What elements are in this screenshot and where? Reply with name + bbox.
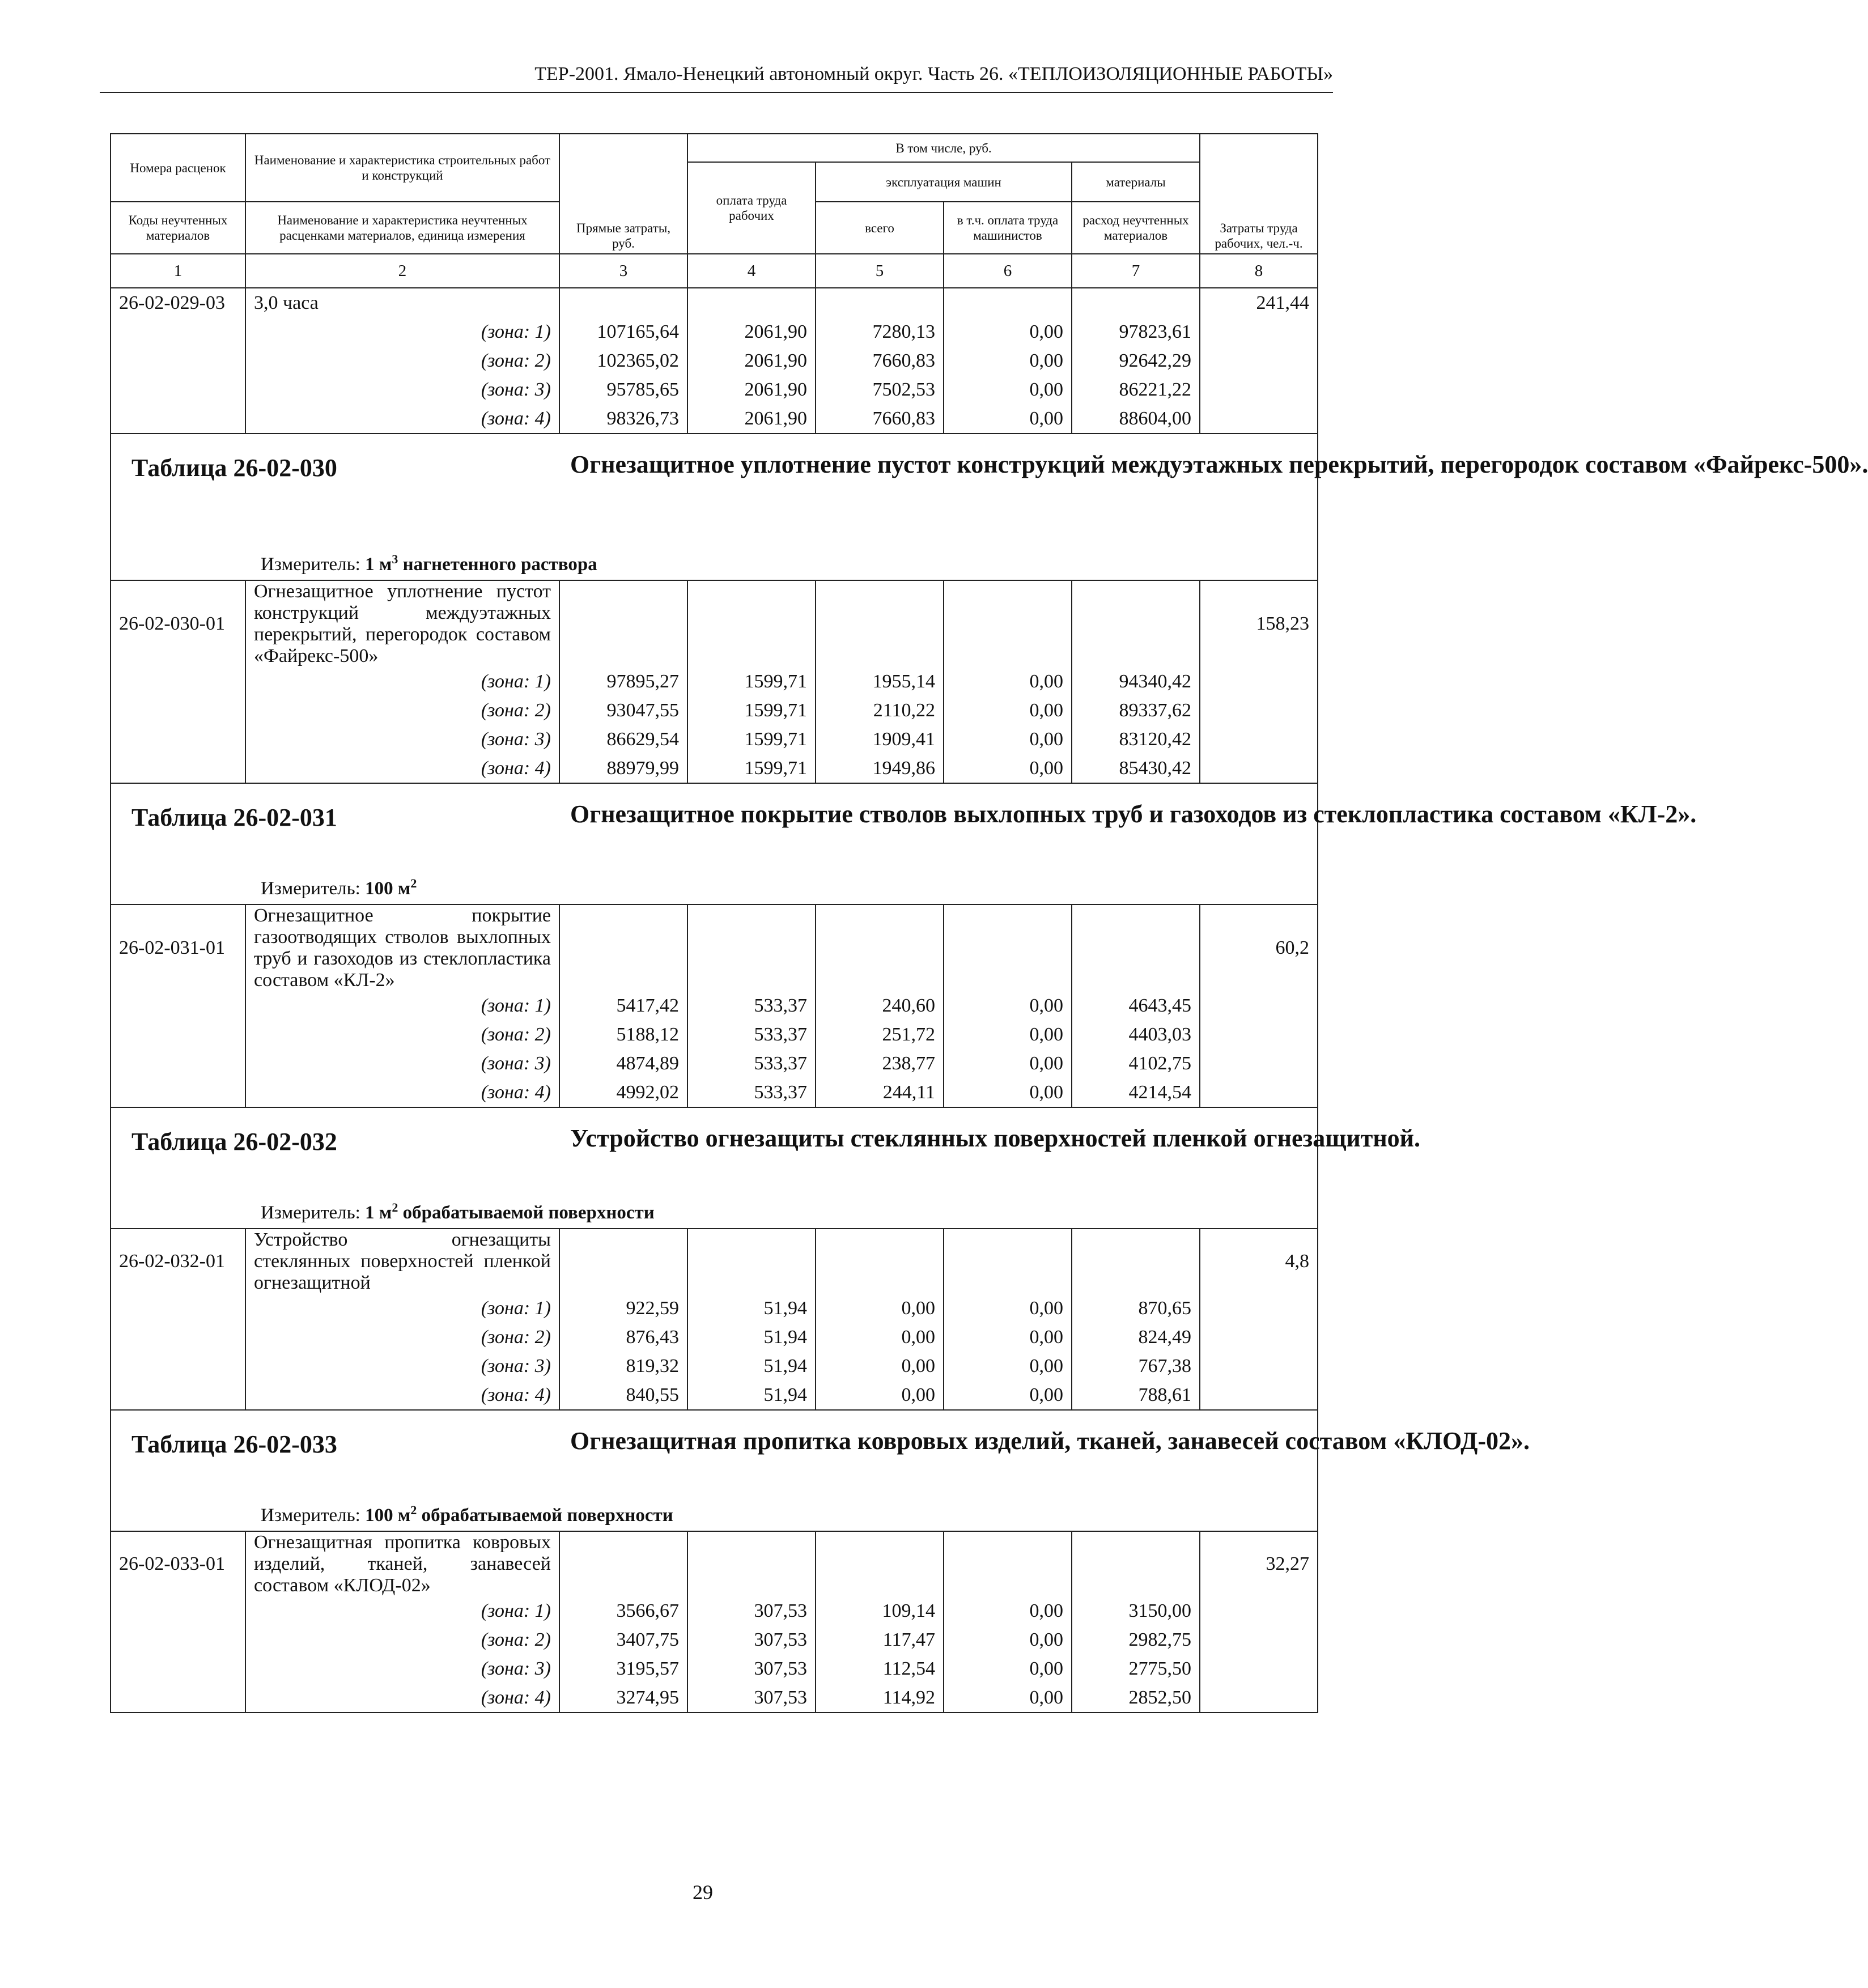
zone-materials-value: 4214,54 — [1072, 1078, 1200, 1107]
zone-wages-value: 1599,71 — [687, 754, 816, 783]
labor-cell — [1200, 667, 1318, 696]
zone-machines-value: 7502,53 — [816, 375, 944, 404]
zone-materials-value: 4643,45 — [1072, 991, 1200, 1020]
empty-cell — [559, 288, 687, 317]
zone-row — [111, 1596, 1318, 1625]
code-cell — [111, 1683, 245, 1713]
zone-label: (зона: 2) — [245, 696, 559, 725]
zone-materials-value: 788,61 — [1072, 1380, 1200, 1410]
table-description: Устройство огнезащиты стеклянных поверхностей пленкой огнезащитной. — [570, 1124, 1421, 1152]
table-section-header — [111, 783, 1318, 904]
zone-direct-value: 5417,42 — [559, 991, 687, 1020]
column-number: 2 — [245, 254, 559, 288]
zone-materials-value: 2775,50 — [1072, 1654, 1200, 1683]
meter-object: обрабатываемой поверхности — [398, 1203, 655, 1223]
zone-materials-value: 97823,61 — [1072, 317, 1200, 346]
table-description: Огнезащитное покрытие стволов выхлопных труб и газоходов из стеклопластика составом «КЛ-2». — [570, 800, 1697, 828]
zone-label: (зона: 3) — [245, 375, 559, 404]
zone-materials-value: 870,65 — [1072, 1294, 1200, 1323]
col-name-header: Наименование и характеристика строительных работ и конструкций — [245, 134, 559, 202]
section-box — [119, 784, 1697, 904]
zone-machines-value: 0,00 — [816, 1294, 944, 1323]
meter — [261, 1200, 655, 1224]
zone-wages-value: 533,37 — [687, 1049, 816, 1078]
empty-cell — [1072, 1229, 1200, 1294]
zone-materials-value: 94340,42 — [1072, 667, 1200, 696]
code-cell — [111, 346, 245, 375]
rate-row — [111, 288, 1318, 317]
zone-wages-value: 51,94 — [687, 1380, 816, 1410]
zone-operators-value: 0,00 — [944, 375, 1072, 404]
code-cell — [111, 1654, 245, 1683]
section-box — [119, 1108, 1421, 1228]
labor-cell — [1200, 375, 1318, 404]
labor-cell — [1200, 1352, 1318, 1380]
meter-unit: 1 м — [365, 554, 392, 575]
zone-row — [111, 754, 1318, 783]
zone-direct-value: 97895,27 — [559, 667, 687, 696]
labor-cell — [1200, 696, 1318, 725]
zone-direct-value: 4874,89 — [559, 1049, 687, 1078]
zone-machines-value: 7660,83 — [816, 346, 944, 375]
col-operators-header: в т.ч. оплата труда машинистов — [944, 202, 1072, 254]
zone-machines-value: 1955,14 — [816, 667, 944, 696]
zone-direct-value: 840,55 — [559, 1380, 687, 1410]
column-number: 8 — [1200, 254, 1318, 288]
zone-direct-value: 107165,64 — [559, 317, 687, 346]
zone-row — [111, 346, 1318, 375]
zone-direct-value: 3566,67 — [559, 1596, 687, 1625]
meter-unit: 100 м — [365, 1505, 411, 1526]
zone-operators-value: 0,00 — [944, 346, 1072, 375]
zone-row — [111, 1020, 1318, 1049]
zone-wages-value: 1599,71 — [687, 667, 816, 696]
labor-cell — [1200, 1323, 1318, 1352]
code-cell — [111, 1625, 245, 1654]
zone-wages-value: 1599,71 — [687, 696, 816, 725]
including-header: В том числе, руб. — [687, 134, 1200, 162]
zone-row — [111, 1683, 1318, 1713]
zone-direct-value: 95785,65 — [559, 375, 687, 404]
labor-value: 32,27 — [1200, 1531, 1318, 1596]
labor-cell — [1200, 404, 1318, 434]
code-cell — [111, 1020, 245, 1049]
empty-cell — [816, 1531, 944, 1596]
zone-label: (зона: 2) — [245, 1020, 559, 1049]
table-section-header — [111, 1410, 1318, 1531]
empty-cell — [1072, 904, 1200, 991]
labor-value: 60,2 — [1200, 904, 1318, 991]
zone-row — [111, 696, 1318, 725]
zone-materials-value: 89337,62 — [1072, 696, 1200, 725]
column-number: 7 — [1072, 254, 1200, 288]
zone-machines-value: 117,47 — [816, 1625, 944, 1654]
column-numbers-row — [111, 254, 1318, 288]
zone-label: (зона: 2) — [245, 1625, 559, 1654]
zone-wages-value: 307,53 — [687, 1683, 816, 1713]
zone-operators-value: 0,00 — [944, 317, 1072, 346]
code-cell — [111, 1078, 245, 1107]
section-cell — [111, 783, 1697, 904]
meter-unit-exponent: 2 — [410, 1503, 417, 1517]
zone-wages-value: 307,53 — [687, 1654, 816, 1683]
labor-cell — [1200, 1380, 1318, 1410]
empty-cell — [687, 1531, 816, 1596]
labor-cell — [1200, 1596, 1318, 1625]
empty-cell — [1072, 580, 1200, 667]
code-cell — [111, 1294, 245, 1323]
zone-operators-value: 0,00 — [944, 725, 1072, 754]
rate-row — [111, 904, 1318, 991]
zone-wages-value: 2061,90 — [687, 317, 816, 346]
labor-cell — [1200, 346, 1318, 375]
zone-operators-value: 0,00 — [944, 1352, 1072, 1380]
zone-machines-value: 251,72 — [816, 1020, 944, 1049]
zone-operators-value: 0,00 — [944, 1020, 1072, 1049]
labor-cell — [1200, 1654, 1318, 1683]
meter-value — [365, 1505, 673, 1526]
zone-direct-value: 3274,95 — [559, 1683, 687, 1713]
code-cell — [111, 1049, 245, 1078]
zone-materials-value: 83120,42 — [1072, 725, 1200, 754]
zone-row — [111, 1654, 1318, 1683]
zone-label: (зона: 1) — [245, 1596, 559, 1625]
meter-unit-exponent: 2 — [410, 876, 417, 890]
zone-machines-value: 244,11 — [816, 1078, 944, 1107]
code-cell — [111, 1380, 245, 1410]
zone-direct-value: 4992,02 — [559, 1078, 687, 1107]
zone-direct-value: 88979,99 — [559, 754, 687, 783]
zone-label: (зона: 3) — [245, 725, 559, 754]
zone-machines-value: 7660,83 — [816, 404, 944, 434]
labor-cell — [1200, 1625, 1318, 1654]
machines-header: эксплуатация машин — [816, 162, 1072, 202]
zone-operators-value: 0,00 — [944, 404, 1072, 434]
zone-operators-value: 0,00 — [944, 1683, 1072, 1713]
col-unaccounted-materials-header: расход неучтенных материалов — [1072, 202, 1200, 254]
rate-name: Устройство огнезащиты стеклянных поверхностей пленкой огнезащитной — [245, 1229, 559, 1294]
zone-row — [111, 1078, 1318, 1107]
meter-label: Измеритель: — [261, 878, 360, 899]
zone-row — [111, 317, 1318, 346]
zone-machines-value: 240,60 — [816, 991, 944, 1020]
code-cell — [111, 696, 245, 725]
zone-machines-value: 109,14 — [816, 1596, 944, 1625]
zone-wages-value: 2061,90 — [687, 404, 816, 434]
zone-wages-value: 2061,90 — [687, 346, 816, 375]
zone-wages-value: 307,53 — [687, 1625, 816, 1654]
empty-cell — [944, 1229, 1072, 1294]
meter-object: нагнетенного раствора — [398, 554, 597, 575]
code-cell — [111, 1323, 245, 1352]
labor-value: 241,44 — [1200, 288, 1318, 317]
empty-cell — [944, 580, 1072, 667]
zone-label: (зона: 1) — [245, 991, 559, 1020]
code-cell — [111, 754, 245, 783]
zone-machines-value: 7280,13 — [816, 317, 944, 346]
empty-cell — [816, 904, 944, 991]
zone-wages-value: 533,37 — [687, 1020, 816, 1049]
rate-code: 26-02-031-01 — [111, 904, 245, 991]
meter — [261, 552, 597, 575]
zone-wages-value: 2061,90 — [687, 375, 816, 404]
code-cell — [111, 667, 245, 696]
zone-wages-value: 533,37 — [687, 991, 816, 1020]
table-section-header — [111, 1107, 1318, 1229]
table-section-header — [111, 434, 1318, 580]
table-body — [111, 134, 1868, 1713]
zone-label: (зона: 3) — [245, 1352, 559, 1380]
labor-cell — [1200, 991, 1318, 1020]
rate-code: 26-02-032-01 — [111, 1229, 245, 1294]
table-title: Таблица 26-02-033 — [131, 1430, 337, 1458]
col-material-codes-header: Коды неучтенных материалов — [111, 202, 245, 254]
meter-label: Измеритель: — [261, 1505, 360, 1526]
price-table — [110, 133, 1868, 1713]
zone-materials-value: 85430,42 — [1072, 754, 1200, 783]
zone-operators-value: 0,00 — [944, 1654, 1072, 1683]
code-cell — [111, 1352, 245, 1380]
labor-cell — [1200, 1078, 1318, 1107]
zone-direct-value: 3195,57 — [559, 1654, 687, 1683]
zone-direct-value: 3407,75 — [559, 1625, 687, 1654]
column-number: 6 — [944, 254, 1072, 288]
page-number: 29 — [693, 1881, 713, 1904]
table-description: Огнезащитная пропитка ковровых изделий, тканей, занавесей составом «КЛОД-02». — [570, 1427, 1530, 1455]
empty-cell — [559, 1229, 687, 1294]
meter-value — [365, 554, 597, 575]
col-labor-header: Затраты труда рабочих, чел.-ч. — [1200, 134, 1318, 254]
labor-cell — [1200, 1049, 1318, 1078]
zone-row — [111, 1380, 1318, 1410]
empty-cell — [687, 904, 816, 991]
zone-label: (зона: 3) — [245, 1049, 559, 1078]
meter-object: обрабатываемой поверхности — [417, 1505, 673, 1526]
zone-row — [111, 991, 1318, 1020]
zone-operators-value: 0,00 — [944, 1596, 1072, 1625]
column-number: 1 — [111, 254, 245, 288]
zone-operators-value: 0,00 — [944, 1294, 1072, 1323]
zone-label: (зона: 3) — [245, 1654, 559, 1683]
zone-operators-value: 0,00 — [944, 667, 1072, 696]
col-direct-header: Прямые затраты, руб. — [559, 134, 687, 254]
meter-label: Измеритель: — [261, 554, 360, 575]
meter-unit: 100 м — [365, 878, 411, 899]
zone-machines-value: 238,77 — [816, 1049, 944, 1078]
meter-label: Измеритель: — [261, 1203, 360, 1223]
zone-direct-value: 86629,54 — [559, 725, 687, 754]
rate-code: 26-02-033-01 — [111, 1531, 245, 1596]
table-description: Огнезащитное уплотнение пустот конструкций междуэтажных перекрытий, перегородок составом «Файрекс-500». — [570, 451, 1868, 478]
empty-cell — [559, 904, 687, 991]
meter — [261, 876, 417, 899]
empty-cell — [1072, 288, 1200, 317]
rate-code: 26-02-029-03 — [111, 288, 245, 317]
section-box — [119, 434, 1868, 580]
zone-label: (зона: 1) — [245, 667, 559, 696]
table-title: Таблица 26-02-031 — [131, 804, 337, 831]
zone-row — [111, 725, 1318, 754]
zone-materials-value: 824,49 — [1072, 1323, 1200, 1352]
zone-direct-value: 5188,12 — [559, 1020, 687, 1049]
rate-row — [111, 1531, 1318, 1596]
section-box — [119, 1411, 1530, 1531]
zone-wages-value: 51,94 — [687, 1294, 816, 1323]
zone-row — [111, 1352, 1318, 1380]
rate-name: Огнезащитная пропитка ковровых изделий, тканей, занавесей составом «КЛОД-02» — [245, 1531, 559, 1596]
labor-cell — [1200, 1683, 1318, 1713]
empty-cell — [687, 1229, 816, 1294]
column-number: 3 — [559, 254, 687, 288]
labor-cell — [1200, 754, 1318, 783]
zone-materials-value: 767,38 — [1072, 1352, 1200, 1380]
meter-value — [365, 878, 417, 899]
meter-unit: 1 м — [365, 1203, 392, 1223]
zone-direct-value: 922,59 — [559, 1294, 687, 1323]
zone-label: (зона: 2) — [245, 346, 559, 375]
header-row — [111, 134, 1318, 162]
meter — [261, 1503, 673, 1526]
table-title: Таблица 26-02-032 — [131, 1128, 337, 1156]
zone-direct-value: 876,43 — [559, 1323, 687, 1352]
meter-value — [365, 1200, 655, 1223]
zone-direct-value: 819,32 — [559, 1352, 687, 1380]
rate-name: Огнезащитное уплотнение пустот конструкций междуэтажных перекрытий, перегородок составом «Файрекс-500» — [245, 580, 559, 667]
col-machines-total-header: всего — [816, 202, 944, 254]
code-cell — [111, 991, 245, 1020]
zone-materials-value: 92642,29 — [1072, 346, 1200, 375]
code-cell — [111, 725, 245, 754]
column-number: 4 — [687, 254, 816, 288]
table-title: Таблица 26-02-030 — [131, 454, 337, 482]
labor-cell — [1200, 725, 1318, 754]
section-cell — [111, 1410, 1530, 1531]
zone-materials-value: 4403,03 — [1072, 1020, 1200, 1049]
zone-operators-value: 0,00 — [944, 1078, 1072, 1107]
materials-header: материалы — [1072, 162, 1200, 202]
zone-direct-value: 93047,55 — [559, 696, 687, 725]
rate-name: Огнезащитное покрытие газоотводящих стволов выхлопных труб и газоходов из стеклопластика составом «КЛ-2» — [245, 904, 559, 991]
zone-row — [111, 1049, 1318, 1078]
empty-cell — [944, 288, 1072, 317]
code-cell — [111, 375, 245, 404]
meter-unit-exponent: 3 — [392, 552, 398, 566]
empty-cell — [687, 288, 816, 317]
zone-row — [111, 1294, 1318, 1323]
zone-materials-value: 2852,50 — [1072, 1683, 1200, 1713]
section-cell — [111, 434, 1868, 580]
column-number: 5 — [816, 254, 944, 288]
zone-materials-value: 88604,00 — [1072, 404, 1200, 434]
zone-operators-value: 0,00 — [944, 1323, 1072, 1352]
code-cell — [111, 317, 245, 346]
zone-label: (зона: 4) — [245, 1078, 559, 1107]
code-cell — [111, 404, 245, 434]
code-cell — [111, 1596, 245, 1625]
rate-code: 26-02-030-01 — [111, 580, 245, 667]
section-cell — [111, 1107, 1421, 1229]
zone-machines-value: 114,92 — [816, 1683, 944, 1713]
zone-wages-value: 51,94 — [687, 1323, 816, 1352]
zone-wages-value: 51,94 — [687, 1352, 816, 1380]
col-material-name-header: Наименование и характеристика неучтенных расценками материалов, единица измерения — [245, 202, 559, 254]
zone-label: (зона: 4) — [245, 1683, 559, 1713]
zone-machines-value: 1949,86 — [816, 754, 944, 783]
zone-row — [111, 1625, 1318, 1654]
zone-operators-value: 0,00 — [944, 1625, 1072, 1654]
zone-operators-value: 0,00 — [944, 754, 1072, 783]
rate-row — [111, 1229, 1318, 1294]
zone-direct-value: 102365,02 — [559, 346, 687, 375]
zone-operators-value: 0,00 — [944, 1380, 1072, 1410]
rate-row — [111, 580, 1318, 667]
empty-cell — [687, 580, 816, 667]
zone-label: (зона: 4) — [245, 1380, 559, 1410]
zone-label: (зона: 1) — [245, 317, 559, 346]
zone-row — [111, 404, 1318, 434]
labor-cell — [1200, 1020, 1318, 1049]
labor-value: 158,23 — [1200, 580, 1318, 667]
zone-label: (зона: 1) — [245, 1294, 559, 1323]
running-header: ТЕР-2001. Ямало-Ненецкий автономный округ. Часть 26. «ТЕПЛОИЗОЛЯЦИОННЫЕ РАБОТЫ» — [100, 61, 1333, 93]
labor-value: 4,8 — [1200, 1229, 1318, 1294]
zone-row — [111, 667, 1318, 696]
meter-unit-exponent: 2 — [392, 1200, 398, 1214]
col-wages-header: оплата труда рабочих — [687, 162, 816, 254]
zone-machines-value: 0,00 — [816, 1323, 944, 1352]
labor-cell — [1200, 1294, 1318, 1323]
labor-cell — [1200, 317, 1318, 346]
zone-materials-value: 2982,75 — [1072, 1625, 1200, 1654]
zone-operators-value: 0,00 — [944, 1049, 1072, 1078]
empty-cell — [1072, 1531, 1200, 1596]
col-codes-header: Номера расценок — [111, 134, 245, 202]
zone-operators-value: 0,00 — [944, 696, 1072, 725]
zone-materials-value: 3150,00 — [1072, 1596, 1200, 1625]
empty-cell — [559, 580, 687, 667]
zone-machines-value: 0,00 — [816, 1380, 944, 1410]
zone-machines-value: 2110,22 — [816, 696, 944, 725]
zone-machines-value: 0,00 — [816, 1352, 944, 1380]
zone-label: (зона: 2) — [245, 1323, 559, 1352]
zone-row — [111, 1323, 1318, 1352]
zone-label: (зона: 4) — [245, 404, 559, 434]
zone-wages-value: 1599,71 — [687, 725, 816, 754]
empty-cell — [944, 904, 1072, 991]
zone-materials-value: 4102,75 — [1072, 1049, 1200, 1078]
zone-direct-value: 98326,73 — [559, 404, 687, 434]
empty-cell — [944, 1531, 1072, 1596]
rate-name: 3,0 часа — [245, 288, 559, 317]
zone-label: (зона: 4) — [245, 754, 559, 783]
empty-cell — [816, 288, 944, 317]
zone-machines-value: 1909,41 — [816, 725, 944, 754]
empty-cell — [559, 1531, 687, 1596]
empty-cell — [816, 580, 944, 667]
empty-cell — [816, 1229, 944, 1294]
zone-row — [111, 375, 1318, 404]
zone-machines-value: 112,54 — [816, 1654, 944, 1683]
zone-wages-value: 307,53 — [687, 1596, 816, 1625]
zone-wages-value: 533,37 — [687, 1078, 816, 1107]
zone-materials-value: 86221,22 — [1072, 375, 1200, 404]
zone-operators-value: 0,00 — [944, 991, 1072, 1020]
